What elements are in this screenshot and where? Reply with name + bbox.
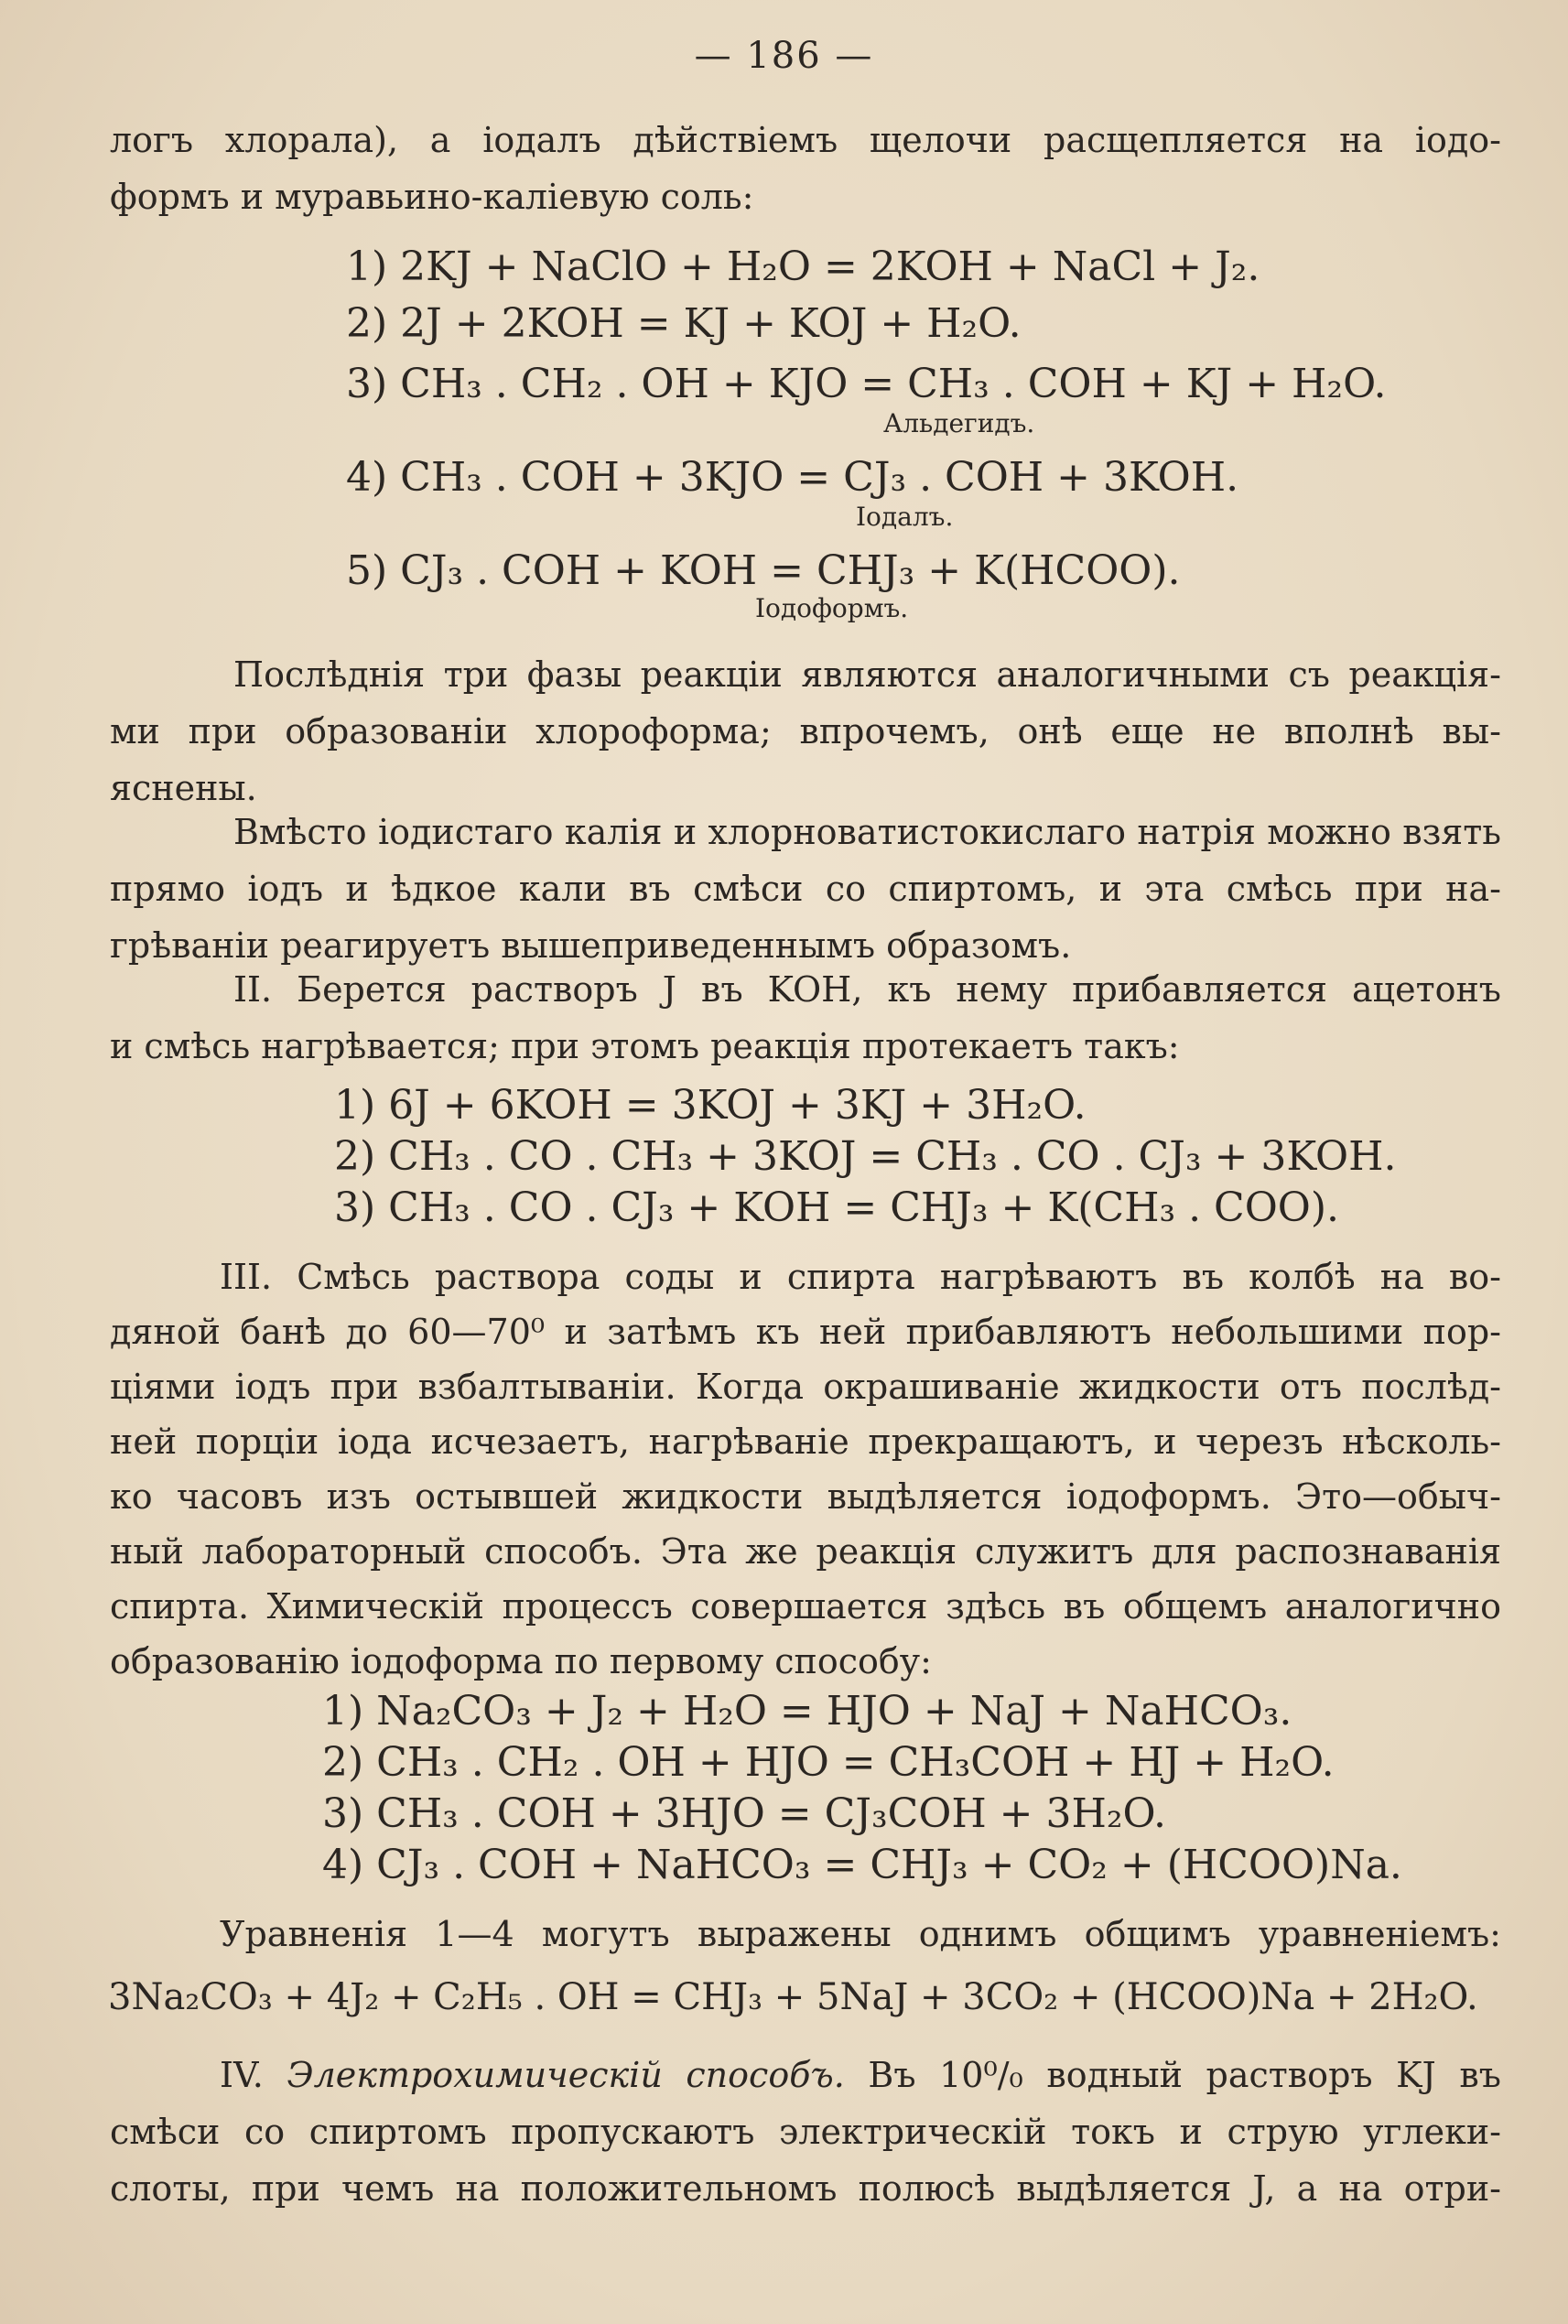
text-line: ми при образованіи хлороформа; впрочемъ, онѣ еще не вполнѣ вы-	[110, 711, 1501, 751]
method-title: Электрохимическій способъ.	[287, 2055, 845, 2095]
equation-line: 4) CJ₃ . COH + NaHCO₃ = CHJ₃ + CO₂ + (HCOO)Na.	[322, 1842, 1402, 1888]
equation-caption: Іодоформъ.	[755, 593, 909, 623]
text-line	[220, 2047, 1501, 2103]
text-line: спирта. Химическій процессъ совершается здѣсь въ общемъ аналогично	[110, 1586, 1501, 1627]
equation-caption: Альдегидъ.	[883, 408, 1035, 438]
text-fragment: Въ 10⁰/₀ водный растворъ KJ въ	[868, 2055, 1501, 2095]
text-line: прямо іодъ и ѣдкое кали въ смѣси со спиртомъ, и эта смѣсь при на-	[110, 869, 1501, 909]
text-line: и смѣсь нагрѣвается; при этомъ реакція протекаетъ такъ:	[110, 1026, 1180, 1066]
text-line: образованію іодоформа по первому способу:	[110, 1641, 932, 1681]
equation-line: 1) 2KJ + NaClO + H₂O = 2KOH + NaCl + J₂.	[346, 243, 1260, 290]
text-line: ціями іодъ при взбалтываніи. Когда окрашиваніе жидкости отъ послѣд-	[110, 1367, 1501, 1407]
text-line: ко часовъ изъ остывшей жидкости выдѣляется іодоформъ. Это—обыч-	[110, 1476, 1501, 1517]
equation-line: 2) CH₃ . CH₂ . OH + HJO = CH₃COH + HJ + H₂O.	[322, 1739, 1335, 1786]
equation-line: 4) CH₃ . COH + 3KJO = CJ₃ . COH + 3KOH.	[346, 454, 1239, 501]
text-line: Послѣднія три фазы реакціи являются аналогичными съ реакція-	[233, 654, 1501, 695]
text-line: II. Берется растворъ J въ KOH, къ нему прибавляется ацетонъ	[233, 969, 1501, 1010]
equation-line: 2) 2J + 2KOH = KJ + KOJ + H₂O.	[346, 300, 1022, 347]
text-line: ный лабораторный способъ. Эта же реакція служитъ для распознаванія	[110, 1531, 1501, 1572]
text-line: слоты, при чемъ на положительномъ полюсѣ выдѣляется J, а на отри-	[110, 2168, 1501, 2209]
text-line: ней порціи іода исчезаетъ, нагрѣваніе прекращаютъ, и черезъ нѣсколь-	[110, 1421, 1501, 1462]
text-line: дяной банѣ до 60—70⁰ и затѣмъ къ ней прибавляютъ небольшими пор-	[110, 1312, 1501, 1352]
text-line: Уравненія 1—4 могутъ выражены однимъ общимъ уравненіемъ:	[220, 1914, 1501, 1954]
text-line: яснены.	[110, 768, 257, 808]
equation-line: 3) CH₃ . CO . CJ₃ + KOH = CHJ₃ + K(CH₃ . COO).	[334, 1184, 1340, 1231]
page-number: — 186 —	[694, 35, 874, 77]
equation-line: 3) CH₃ . COH + 3HJO = CJ₃COH + 3H₂O.	[322, 1790, 1167, 1837]
equation-caption: Іодалъ.	[856, 502, 954, 532]
equation-line: 1) Na₂CO₃ + J₂ + H₂O = HJO + NaJ + NaHCO₃.	[322, 1688, 1292, 1735]
text-line: III. Смѣсь раствора соды и спирта нагрѣваютъ въ колбѣ на во-	[220, 1257, 1501, 1297]
text-line: логъ хлорала), а іодалъ дѣйствіемъ щелочи расщепляется на іодо-	[110, 120, 1501, 160]
text-line: Вмѣсто іодистаго калія и хлорноватистокислаго натрія можно взять	[233, 812, 1501, 852]
general-equation: 3Na₂CO₃ + 4J₂ + C₂H₅ . OH = CHJ₃ + 5NaJ + 3CO₂ + (HCOO)Na + 2H₂O.	[108, 1976, 1478, 2018]
text-line: формъ и муравьино-каліевую соль:	[110, 177, 754, 217]
equation-line: 2) CH₃ . CO . CH₃ + 3KOJ = CH₃ . CO . CJ₃ + 3KOH.	[334, 1133, 1397, 1180]
section-numeral: IV.	[220, 2055, 264, 2095]
text-line: грѣваніи реагируетъ вышеприведеннымъ образомъ.	[110, 925, 1072, 966]
text-line: смѣси со спиртомъ пропускаютъ электрическій токъ и струю углеки-	[110, 2112, 1501, 2152]
equation-line: 5) CJ₃ . COH + KOH = CHJ₃ + K(HCOO).	[346, 547, 1181, 594]
equation-line: 3) CH₃ . CH₂ . OH + KJO = CH₃ . COH + KJ + H₂O.	[346, 361, 1387, 407]
equation-line: 1) 6J + 6KOH = 3KOJ + 3KJ + 3H₂O.	[334, 1082, 1087, 1129]
